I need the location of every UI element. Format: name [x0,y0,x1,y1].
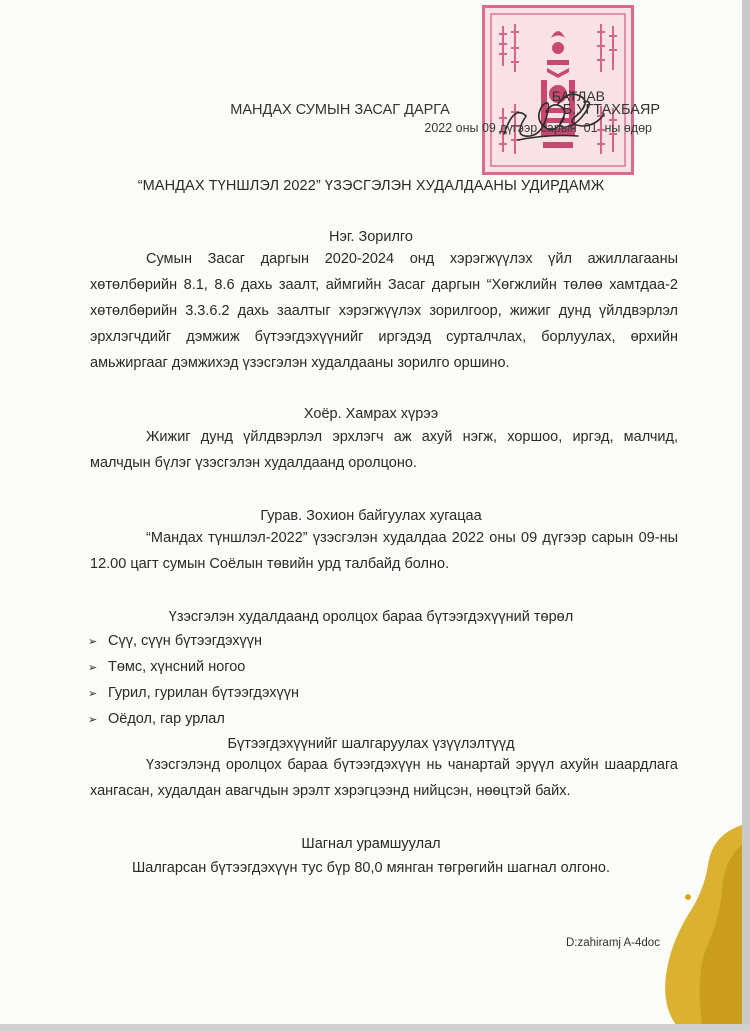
product-list [88,628,299,732]
award-body: Шалгарсан бүтээгдэхүүн тус бүр 80,0 мянган төгрөгийн шагнал олгоно. [131,860,611,876]
approval-date: 2022 оны 09 дүгээр сарын 01 ны өдөр [424,121,652,135]
section-schedule-body: “Мандах түншлэл-2022” үзэсгэлэн худалдаа 2022 оны 09 дүгээр сарын 09-ны 12.00 цагт сумын Соёлын төвийн урд талбайд болно. [90,530,678,572]
arrow-bullet-icon: ➢ [88,636,98,648]
document-title: “МАНДАХ ТҮНШЛЭЛ 2022” ҮЗЭСГЭЛЭН ХУДАЛДААНЫ УДИРДАМЖ [137,178,605,194]
list-item: ➢ Төмс, хүнсний ногоо [88,654,299,680]
mayor-signature-line: МАНДАХ СУМЫН ЗАСАГ ДАРГА Б.УГТАХБАЯР [230,102,660,118]
arrow-bullet-icon: ➢ [88,714,98,726]
approval-label: БАТЛАВ [551,88,605,104]
products-heading: Үзэсгэлэн худалдаанд оролцох бараа бүтээгдэхүүний төрөл [168,609,574,625]
section-schedule-heading: Гурав. Зохион байгуулах хугацаа [260,508,482,524]
requirements-body: Үзэсгэлэнд оролцох бараа бүтээгдэхүүн нь чанартай эрүүл ахуйн шаардлага хангасан, худалдан авагчдын эрэлт хэрэгцээнд нийцсэн, нөөцтэй байх. [90,757,678,799]
list-item: ➢ Гурил, гурилан бүтээгдэхүүн [88,680,299,706]
award-heading: Шагнал урамшуулал [301,836,441,852]
arrow-bullet-icon: ➢ [88,688,98,700]
scan-edge-right [742,0,750,1031]
arrow-bullet-icon: ➢ [88,662,98,674]
list-item: ➢ Сүү, сүүн бүтээгдэхүүн [88,628,299,654]
stain-mark-icon [662,825,742,1025]
section-scope-heading: Хоёр. Хамрах хүрээ [303,406,439,422]
section-goal-heading: Нэг. Зорилго [329,229,413,245]
file-path-label: D:zahiramj A-4doc [566,937,660,949]
section-scope-body: Жижиг дунд үйлдвэрлэл эрхлэгч аж ахуй нэгж, хоршоо, иргэд, малчид, малчдын бүлэг үзэсгэлэн худалдаанд оролцоно. [90,429,678,471]
scan-edge-bottom [0,1024,750,1031]
list-item: ➢ Оёдол, гар урлал [88,706,299,732]
section-goal-body: Сумын Засаг даргын 2020-2024 онд хэрэгжүүлэх үйл ажиллагааны хөтөлбөрийн 8.1, 8.6 дахь заалт, аймгийн Засаг даргын “Хөгжлийн төлөө хамтдаа-2 хөтөлбөрийн 3.3.6.2 дахь заалтыг хэрэгжүүлэх зорилгоор, жижиг дунд үйлдвэрлэл эрхлэгчдийг дэмжиж бүтээгдэхүүнийг иргэдэд сурталчлах, борлуулах, өрхийн амьжиргааг дэмжихэд үзэсгэлэн худалдааны зорилго оршино. [90,251,678,371]
requirements-heading: Бүтээгдэхүүнийг шалгаруулах үзүүлэлтүүд [227,736,515,752]
